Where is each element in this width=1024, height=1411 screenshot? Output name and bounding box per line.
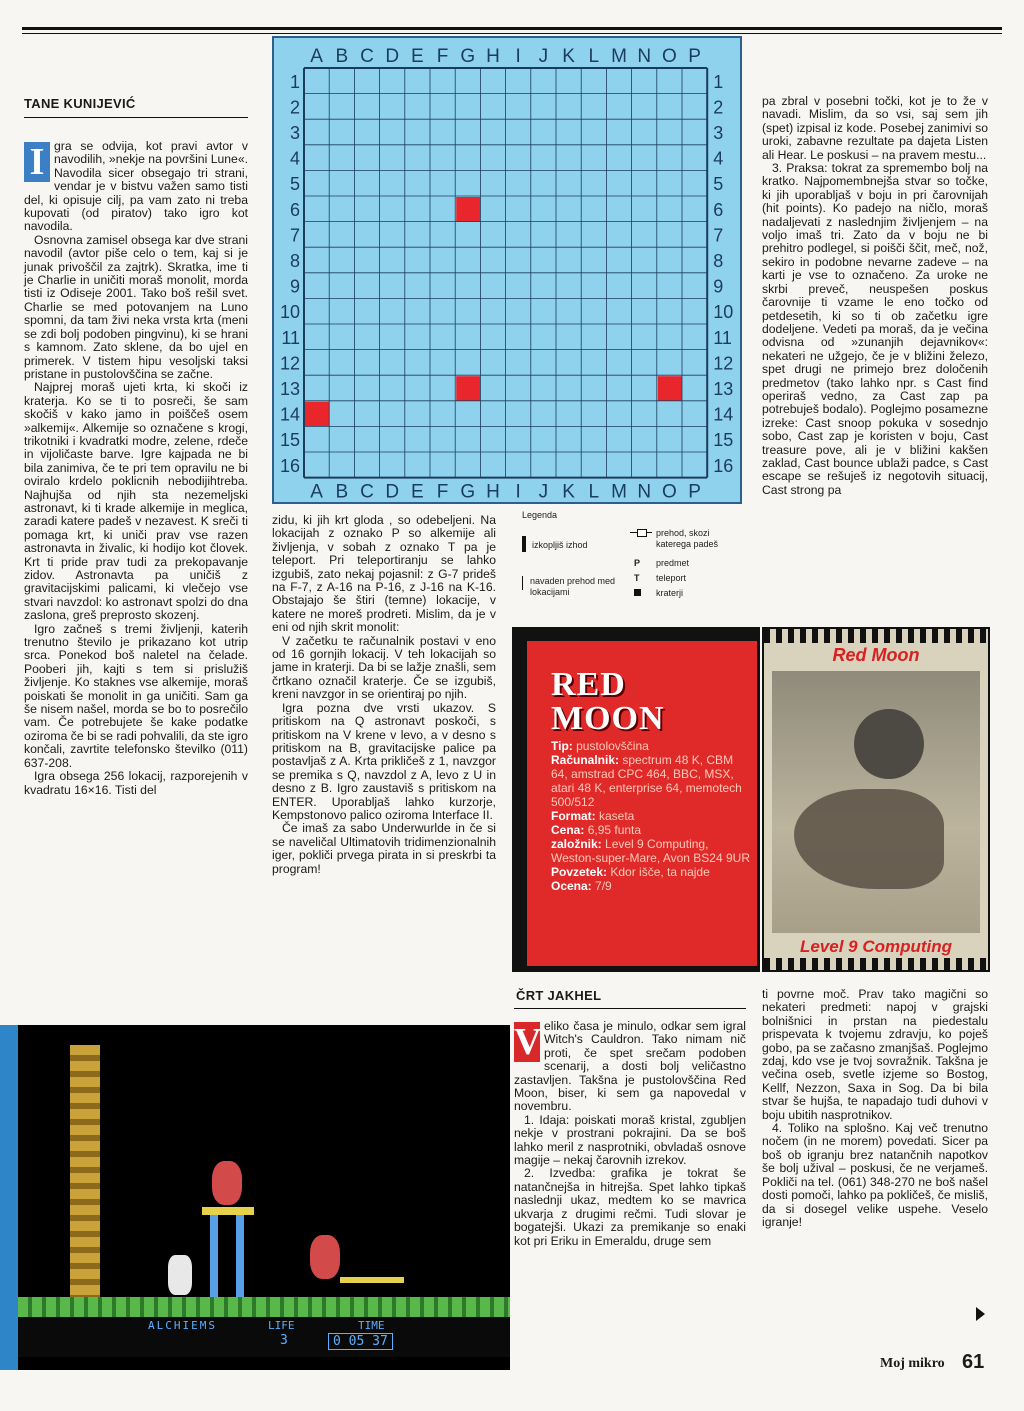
legend-crater-symbol <box>634 589 641 596</box>
row-label-left: 2 <box>289 97 300 118</box>
row-label-right: 6 <box>713 199 724 220</box>
row-label-left: 5 <box>289 174 300 195</box>
hud-life-label: LIFE <box>268 1319 295 1332</box>
column-label-top: N <box>637 46 652 67</box>
column-label-top: J <box>538 46 549 67</box>
dark-cell <box>305 402 329 427</box>
column-label-bottom: H <box>486 481 500 502</box>
row-label-right: 8 <box>713 251 724 271</box>
game-cover-art <box>762 627 990 972</box>
hud-alchiems-label: ALCHIEMS <box>148 1319 217 1332</box>
column-label-bottom: O <box>662 481 677 502</box>
article-column-2: zidu, ki jih krt gloda , so odebeljeni. Na lokacijah z oznako P so alkemije ali življenja, v sobah z oznako T pa je teleport. Pri teleportiranju se lahko izgubiš, zato nekaj pojasnil: z G-7 prideš na F-7, z A-16 na P-16, z J-16 na K-16. Obstajajo še štiri (temne) lokacije, v katere ne moreš prodreti. Mislim, da je v eni od njih skrit monolit: V začetku te računalnik postavi v eno od 16 gornjih lokacij. V teh lokacijah so jame in kraterji. Da bi se lažje znašli, sem črtkano označil kraterje. Če se izgubiš, kreni navzgor in se orientiraj po njih. Igra pozna dve vrsti ukazov. S pritiskom na Q astronavt poskoči, s pritiskom na V krene v levo, a v desno s pritiskom na B, gravitacijske palice pa postavljaš z A. Krta prikličeš z 1, navzgor se premika s Q, navzdol z A, levo z U in desno z B. Igro zaustaviš s pritiskom na ENTER. Uporabljaš lahko kurzorje, Kempstonovo palico oziroma Interface II. Če imaš za sabo Underwurlde in če si se naveličal Ultimatovih tridimenzionalnih iger, pokliči prvega pirata in si preskrbi ta program! <box>272 513 496 876</box>
row-label-left: 10 <box>279 302 300 323</box>
dropcap-i: I <box>24 142 50 182</box>
column-label-top: I <box>515 46 521 67</box>
legend-title: Legenda <box>522 510 558 520</box>
dark-cell <box>658 376 682 401</box>
article-column-3: V eliko časa je minulo, odkar sem igral Witch's Cauldron. Tako nimam nič proti, če spet srečam podoben scenarij, a dosti bolj veličastno zastavljen. Takšna je pustolovščina Red Moon, biser, ki sem ga napovedal v novembru. 1. Idaja: poiskati moraš kristal, zgubljen nekje v prostrani pokrajini. Da se boš lahko meril z nasprotniki, obvladaš osnove magije – nekaj čarovnih izrekov. 2. Izvedba: grafika je tokrat še natančnejša in hitrejša. Spet lahko tipkaš naslednji ukaz, medtem ko se mavrica ukvarja z drugimi rečmi. Tudi slovar je bogatejši. Ukazi za premikanje so enaki kot pri Eriku in Emeraldu, druge sem <box>514 1019 746 1248</box>
legend-wall: navaden prehod med lokacijami <box>530 576 616 597</box>
dark-cell <box>456 376 480 401</box>
column-label-top: B <box>335 46 349 67</box>
cover-publisher: Level 9 Computing <box>799 937 953 956</box>
row-label-right: 12 <box>713 353 734 374</box>
screen-hud <box>18 1317 510 1357</box>
info-box <box>527 641 757 966</box>
row-label-left: 16 <box>279 455 300 476</box>
map-grid-svg <box>274 38 740 502</box>
legend-t-text: teleport <box>656 573 687 583</box>
column-label-bottom: E <box>411 481 424 502</box>
row-label-right: 14 <box>713 404 734 425</box>
row-label-right: 13 <box>713 379 734 399</box>
column-label-top: H <box>486 46 500 67</box>
screen-enemy-1 <box>212 1161 242 1205</box>
hud-time: 0 05 37 <box>328 1333 393 1350</box>
legend-passage: prehod, skozi katerega padeš <box>656 528 719 549</box>
top-rule-thin <box>22 33 1002 34</box>
screen-platform-2 <box>340 1277 404 1283</box>
column-label-top: K <box>562 46 575 67</box>
info-title-1: RED <box>551 666 626 703</box>
legend-p-label: P <box>634 558 641 568</box>
column-label-bottom: M <box>611 481 627 502</box>
screen-ground <box>18 1297 510 1317</box>
row-label-left: 1 <box>289 71 300 92</box>
legend-p-text: predmet <box>656 558 690 568</box>
byline-author-1: TANE KUNIJEVIĆ <box>24 96 136 111</box>
cover-pattern-top <box>764 629 988 643</box>
column-label-bottom: C <box>360 481 374 502</box>
row-label-right: 3 <box>713 123 724 143</box>
row-label-left: 7 <box>289 225 300 246</box>
byline-author-2: ČRT JAKHEL <box>516 988 602 1003</box>
info-row: Ocena: 7/9 <box>551 879 612 893</box>
cover-moon <box>854 709 924 779</box>
column-label-top: E <box>411 46 424 67</box>
column-label-top: C <box>360 46 374 67</box>
article-column-4-bottom: ti povrne moč. Prav tako magični so nekateri predmeti: napoj v grajski bolnišnici in prstan na piedestalu prispevata k tvojemu zdravju, ko poješ gobo, pa se začasno zmanjšaš. Poglejmo zdaj, kdo vse je tvoj sovražnik. Takšna je večina oseb, svetle izjeme so Bostog, Kellf, Nezzon, Saxa in Sog. Da bi bila stvar še hujša, te napadajo tudi duhovi v boju ubitih nasprotnikov. 4. Toliko na splošno. Kaj več trenutno nočem (in ne morem) povedati. Sicer pa boš ob igranju brez natančnih napotkov še bolj užival – poskusi, če ne verjameš. Pokliči na tel. (061) 348-270 ne boš našel dosti pomoči, lahko pa pokličeš, če misliš, da si dosegel velike uspehe. Veselo igranje! <box>762 987 988 1229</box>
column-label-bottom: F <box>436 481 449 502</box>
footer-magazine: Moj mikro <box>880 1356 945 1371</box>
game-screenshot <box>0 1025 510 1370</box>
row-label-right: 11 <box>713 327 732 348</box>
top-rule <box>22 27 1002 30</box>
dark-cell <box>456 197 480 222</box>
row-label-left: 8 <box>289 251 300 271</box>
screen-platform <box>202 1207 254 1215</box>
column-label-bottom: K <box>562 481 575 502</box>
column-label-top: D <box>385 46 400 67</box>
footer-page-number: 61 <box>962 1351 985 1373</box>
info-row: Cena: 6,95 funta <box>551 823 642 837</box>
cover-pattern-bottom <box>764 958 988 970</box>
dropcap-v: V <box>514 1021 542 1063</box>
row-label-right: 9 <box>713 276 724 297</box>
row-label-left: 14 <box>279 404 300 425</box>
row-label-right: 15 <box>713 430 734 451</box>
row-label-right: 1 <box>713 71 724 92</box>
column-label-top: F <box>436 46 449 67</box>
column-label-bottom: L <box>588 481 600 502</box>
column-label-bottom: A <box>310 481 323 502</box>
column-label-bottom: G <box>460 481 476 502</box>
row-label-right: 7 <box>713 225 724 246</box>
row-label-left: 3 <box>289 123 300 143</box>
info-row: založnik: Level 9 Computing, Weston-super-Mare, Avon BS24 9UR <box>551 837 750 865</box>
info-row: Format: kaseta <box>551 809 635 823</box>
column-label-bottom: J <box>538 481 549 502</box>
info-row: Računalnik: spectrum 48 K, CBM 64, amstrad CPC 464, BBC, MSX, atari 48 K, enterprise 64, memotech 500/512 <box>551 753 742 809</box>
column-label-top: M <box>611 46 627 67</box>
row-label-left: 9 <box>289 276 300 297</box>
legend-wall-symbol <box>522 576 523 590</box>
screen-enemy-2 <box>310 1235 340 1279</box>
row-label-left: 4 <box>289 148 300 169</box>
row-label-right: 2 <box>713 97 724 118</box>
column-label-top: P <box>688 46 701 67</box>
cover-title: Red Moon <box>832 645 920 665</box>
hud-time-label: TIME <box>358 1319 385 1332</box>
row-label-left: 11 <box>281 327 300 348</box>
row-label-right: 16 <box>713 455 734 476</box>
row-label-right: 10 <box>713 302 734 323</box>
column-label-bottom: D <box>385 481 400 502</box>
screen-astronaut <box>168 1255 192 1295</box>
row-label-right: 4 <box>713 148 724 169</box>
legend-exit-symbol <box>522 536 526 552</box>
info-title-2: MOON <box>551 700 665 737</box>
info-row: Povzetek: Kdor išče, ta najde <box>551 865 710 879</box>
column-label-top: L <box>588 46 600 67</box>
legend-passage-box <box>637 529 647 537</box>
article-column-1: I gra se odvija, kot pravi avtor v navodilih, »nekje na površini Lune«. Navodila sicer obsegajo tri strani, vendar je v bistvu važen samo tisti del, ki opisuje cilj, pa vam zato ni treba kupovati (od piratov) tako igro kot navodila. Osnovna zamisel obsega kar dve strani navodil (avtor piše celo o tem, kaj si je junak privoščil za zajtrk). Skratka, ime ti je Charlie in uničiti moraš monolit, morda tisti iz Odiseje 2001. Tako boš rešil svet. Charlie se med potovanjem na Luno spomni, da tam živi neka vrsta krta (meni se zdi bolj podoben pingvinu), ki se hrani s kamnom. Zato sklene, da bo ujel en primerek. V tistem hipu vesoljski taksi pristane in pustolovščina se začne. Najprej moraš ujeti krta, ki skoči iz kraterja. Ko se ti to posreči, še sam skočiš v kako jamo in poiščeš osem »alkemij«. Alkemije so označene s krogi, trikotniki i kvadratki modre, zelene, rdeče in vijoličaste barve. Igre kajpada ne bi bila zanimiva, če te pri tem opravilu ne bi oviralo krdelo poklicnih nebodijihtreba. Najhujša od njih sta nezemeljski astronavt, ki ti krade alkemije in meglica, zaradi katere padeš v nezavest. K sreči ti pomaga krt, ki uniči prav vse razen astronavta in živalic, ki hodijo kot človek. Krt ti pride prav tudi za prekopavanje zidov. Astronavta pa uničiš z gravitacijskimi palicami, ki vlečejo vse stvari navzdol: ko astronavt spolzi do dna zaslona, greš preprosto skozenj. Igro začneš s tremi življenji, katerih trenutno število je prikazano kot utrip srca. Ponekod boš naletel na čelade. Pooberi jih, kajti s tem si prislužiš življenje. Ko staknes vse alkemije, moraš poiskati še monolit in ga uničiti. Sam ga še nisem našel, morda se bo to posrečilo vam. Če potrebujete še kake podatke oziroma če bi se radi pohvalili, da ste igro končali, zavrtite telefonsko številko (011) 637-208. Igra obsega 256 lokacij, razporejenih v kvadratu 16×16. Tisti del <box>24 139 248 797</box>
row-label-left: 12 <box>279 353 300 374</box>
info-rows <box>551 739 751 893</box>
info-row: Tip: pustolovščina <box>551 739 649 753</box>
legend-exit: izkopljiš izhod <box>532 540 588 550</box>
column-label-bottom: I <box>515 481 521 502</box>
screen-tree <box>70 1045 100 1335</box>
hud-life: 3 <box>280 1333 288 1348</box>
row-label-left: 6 <box>289 199 300 220</box>
row-label-left: 13 <box>279 379 300 399</box>
article-column-4-top: pa zbral v posebni točki, kot je to že v navadi. Mislim, da so vsi, saj sem jih (spet) izpisal iz kode. Posebej zanimivi so uroki, zabavne rezultate pa dajeta Listen ali Hear. Le poskusi – na pravem mestu... 3. Praksa: tokrat za spremembo bolj na kratko. Najpomembnejša stvar so točke, ki jih uporabljaš v boju in pri čarovnijah (hit points). Ko padejo na ničlo, moraš nadaljevati z naslednjim življenjem – na voljo imaš tri. Zato da v boju ne bi prehitro podlegel, si poišči ščit, meč, nož, sekiro in podobne nevarne zadeve – na karti je vse to označeno. Za uroke ne skrbi preveč, neuspešen poskus čarovnije ti vzame le eno točko od petdesetih, ki so ti ob začetku igre dodeljene. Vedeti pa moraš, da je večina odvisna od »zunanjih dejavnikov«: nekateri ne užgejo, če je v bližini železo, spet drugi ne primejo brez določenih predmetov (tako lahko npr. s Cast find operiraš vedno, za Cast zap pa potrebuješ bodalo). Poglejmo posamezne izreke: Cast snoop pokuka v sosednjo sobo, Cast zap je koristen v boju, Cast treasure pove, ali je v bližini kakšen zaklad, Cast bounce ublaži padce, s Cast escape se rešuješ iz negotovih situacij, Cast strong pa <box>762 94 988 497</box>
legend-t-label: T <box>634 573 640 583</box>
screen-border-left <box>0 1025 18 1370</box>
row-label-right: 5 <box>713 174 724 195</box>
column-label-top: A <box>310 46 323 67</box>
column-label-top: O <box>662 46 677 67</box>
continue-arrow-icon <box>976 1307 985 1321</box>
map-legend <box>520 510 750 610</box>
column-label-bottom: N <box>637 481 652 502</box>
byline-rule <box>24 117 248 118</box>
column-label-top: G <box>460 46 476 67</box>
row-label-left: 15 <box>279 430 300 451</box>
game-map <box>272 36 742 504</box>
legend-k-text: kraterji <box>656 588 684 598</box>
column-label-bottom: P <box>688 481 701 502</box>
column-label-bottom: B <box>335 481 349 502</box>
byline-rule-2 <box>514 1008 746 1009</box>
